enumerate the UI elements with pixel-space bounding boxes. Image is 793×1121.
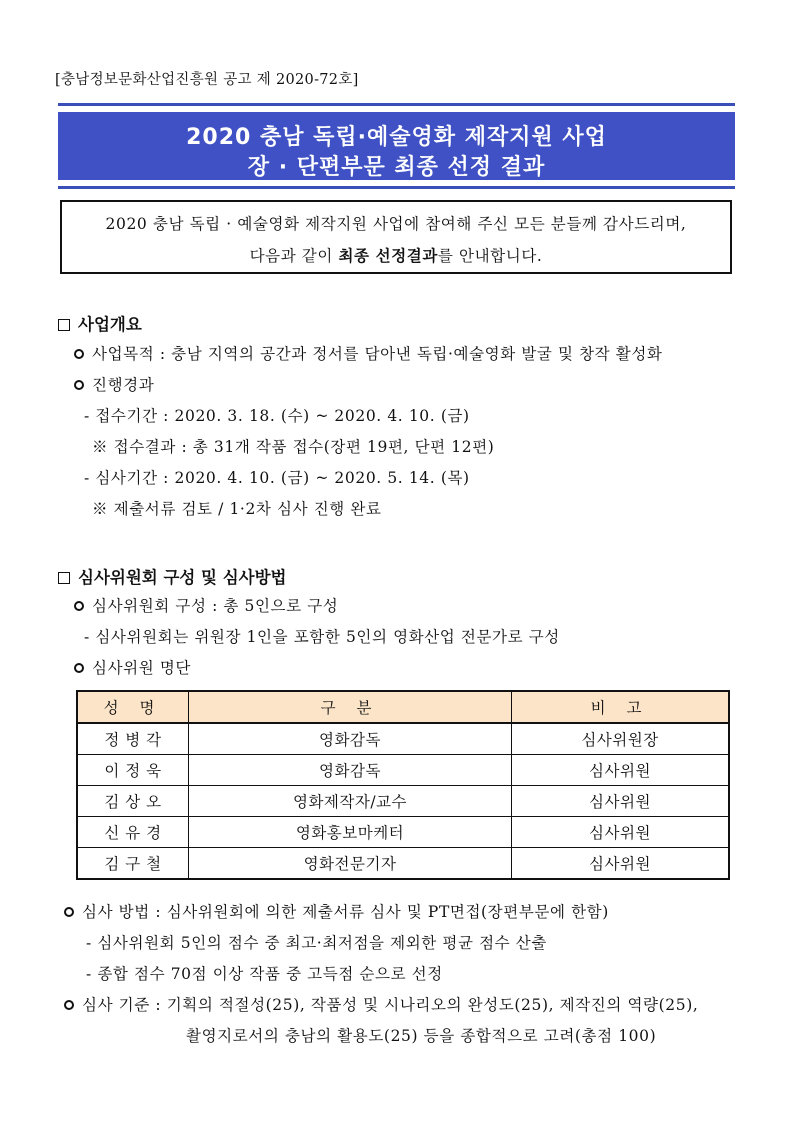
table-row [77, 755, 729, 786]
cell-name: 정 병 각 [77, 723, 189, 755]
cell-category: 영화전문기자 [189, 848, 512, 880]
intro-text-post: 를 안내합니다. [437, 247, 543, 265]
cell-remark: 심사위원 [512, 848, 730, 880]
cell-category: 영화감독 [189, 755, 512, 786]
method-detail-2: - 종합 점수 70점 이상 작품 중 고득점 순으로 선정 [86, 965, 443, 983]
cell-category: 영화홍보마케터 [189, 817, 512, 848]
criteria-text-2: 촬영지로서의 충남의 활용도(25) 등을 종합적으로 고려(총점 100) [186, 1027, 657, 1045]
circle-bullet-icon [74, 349, 84, 359]
method-detail-1: - 심사위원회 5인의 점수 중 최고·최저점을 제외한 평균 점수 산출 [86, 934, 547, 952]
review-method [64, 900, 609, 922]
section2-heading-text: 심사위원회 구성 및 심사방법 [78, 568, 287, 587]
section1-heading [58, 311, 142, 335]
review-criteria [64, 993, 698, 1015]
intro-line-2 [62, 244, 730, 266]
header-name: 성 명 [77, 691, 189, 723]
intro-line-1: 2020 충남 독립 · 예술영화 제작지원 사업에 참여해 주신 모든 분들께 감사드리며, [105, 215, 687, 233]
circle-bullet-icon [64, 907, 74, 917]
cell-name: 이 정 욱 [77, 755, 189, 786]
notice-number: [충남정보문화산업진흥원 공고 제 2020-72호] [55, 72, 359, 88]
title-line-1: 2020 충남 독립·예술영화 제작지원 사업 [186, 125, 607, 150]
receipt-result: ※ 접수결과 : 총 31개 작품 접수(장편 19편, 단편 12편) [92, 438, 495, 456]
circle-bullet-icon [74, 380, 84, 390]
cell-name: 신 유 경 [77, 817, 189, 848]
cell-category: 영화제작자/교수 [189, 786, 512, 817]
cell-remark: 심사위원 [512, 786, 730, 817]
jury-table [76, 690, 730, 880]
composition-detail: - 심사위원회는 위원장 1인을 포함한 5인의 영화산업 전문가로 구성 [84, 628, 560, 646]
composition-text: 심사위원회 구성 : 총 5인으로 구성 [92, 597, 339, 615]
table-row [77, 723, 729, 755]
criteria-text-1: 심사 기준 : 기획의 적절성(25), 작품성 및 시나리오의 완성도(25), 제작진의 역량(25), [82, 996, 699, 1014]
section1-progress [74, 373, 154, 395]
title-background [58, 112, 735, 180]
circle-bullet-icon [64, 1000, 74, 1010]
header-category: 구 분 [189, 691, 512, 723]
title-banner [58, 103, 735, 189]
committee-composition [74, 594, 338, 616]
intro-text-pre: 다음과 같이 [249, 247, 339, 265]
circle-bullet-icon [74, 601, 84, 611]
receipt-period: - 접수기간 : 2020. 3. 18. (수) ~ 2020. 4. 10. (금) [84, 407, 470, 425]
title-line-2: 장 · 단편부문 최종 선정 결과 [247, 155, 546, 180]
review-note: ※ 제출서류 검토 / 1·2차 심사 진행 완료 [92, 500, 382, 518]
table-row [77, 817, 729, 848]
cell-name: 김 구 철 [77, 848, 189, 880]
intro-text-bold: 최종 선정결과 [338, 247, 438, 265]
cell-remark: 심사위원장 [512, 723, 730, 755]
section2-heading [58, 564, 287, 588]
roster-label [74, 656, 191, 678]
purpose-text: 사업목적 : 충남 지역의 공간과 정서를 담아낸 독립·예술영화 발굴 및 창작 활성화 [92, 345, 663, 363]
table-row [77, 786, 729, 817]
section1-heading-text: 사업개요 [78, 315, 142, 334]
review-period: - 심사기간 : 2020. 4. 10. (금) ~ 2020. 5. 14. (목) [84, 469, 470, 487]
intro-box [60, 200, 732, 274]
header-remark: 비 고 [512, 691, 730, 723]
checkbox-square-icon [58, 572, 70, 584]
cell-category: 영화감독 [189, 723, 512, 755]
circle-bullet-icon [74, 663, 84, 673]
method-text: 심사 방법 : 심사위원회에 의한 제출서류 심사 및 PT면접(장편부문에 한함) [82, 903, 609, 921]
section1-purpose [74, 342, 662, 364]
checkbox-square-icon [58, 319, 70, 331]
cell-remark: 심사위원 [512, 817, 730, 848]
cell-name: 김 상 오 [77, 786, 189, 817]
table-row [77, 848, 729, 880]
roster-label-text: 심사위원 명단 [92, 659, 191, 677]
table-header-row [77, 691, 729, 723]
cell-remark: 심사위원 [512, 755, 730, 786]
progress-text: 진행경과 [92, 376, 155, 394]
